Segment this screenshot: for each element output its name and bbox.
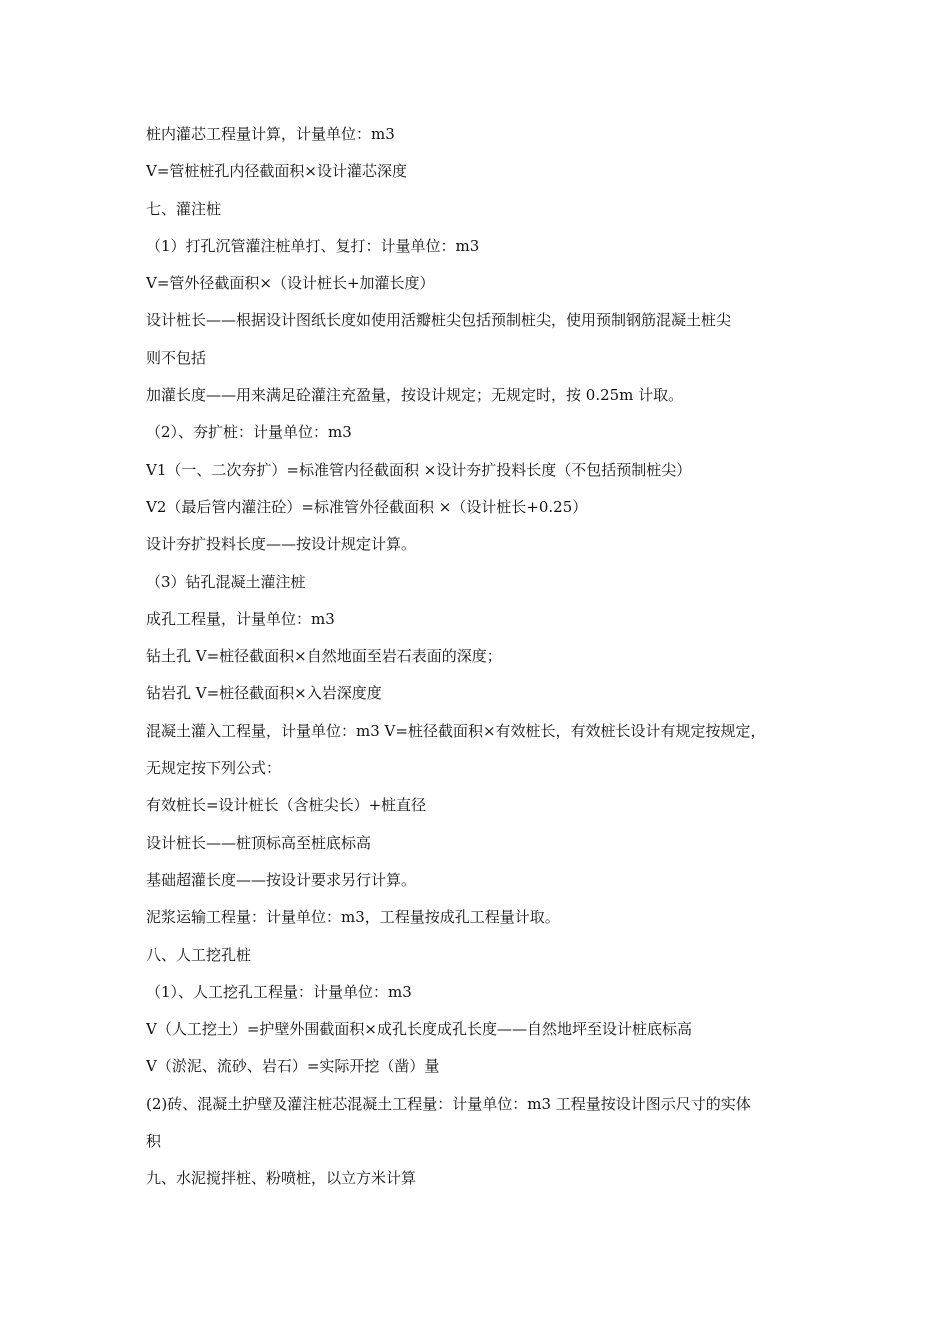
text-line-5: V=管外径截面积×（设计桩长+加灌长度） xyxy=(146,274,435,293)
text-line-20: 设计桩长——桩顶标高至桩底标高 xyxy=(146,833,372,852)
text-line-1: 桩内灌芯工程量计算，计量单位：m3 xyxy=(146,125,395,143)
text-line-27: (2)砖、混凝土护壁及灌注桩芯混凝土工程量：计量单位：m3 工程量按设计图示尺寸的实体 xyxy=(146,1094,751,1113)
text-line-7: 则不包括 xyxy=(146,348,207,367)
text-line-12: 设计夯扩投料长度——按设计规定计算。 xyxy=(146,535,417,554)
text-line-19: 有效桩长=设计桩长（含桩尖长）+桩直径 xyxy=(146,796,427,815)
text-line-22: 泥浆运输工程量：计量单位：m3，工程量按成孔工程量计取。 xyxy=(146,908,560,927)
text-line-24: （1）、人工挖孔工程量：计量单位：m3 xyxy=(146,982,412,1001)
text-line-15: 钻土孔 V=桩径截面积×自然地面至岩石表面的深度； xyxy=(146,647,502,666)
text-line-16: 钻岩孔 V=桩径截面积×入岩深度度 xyxy=(146,684,382,703)
text-line-17: 混凝土灌入工程量，计量单位：m3 V=桩径截面积×有效桩长，有效桩长设计有规定按规定， xyxy=(146,721,766,740)
text-line-11: V2（最后管内灌注砼）=标准管外径截面积 ×（设计桩长+0.25） xyxy=(146,497,588,516)
text-line-6: 设计桩长——根据设计图纸长度如使用活瓣桩尖包括预制桩尖，使用预制钢筋混凝土桩尖 xyxy=(146,311,732,330)
text-line-18: 无规定按下列公式： xyxy=(146,759,282,778)
text-line-26: V（淤泥、流砂、岩石）=实际开挖（凿）量 xyxy=(146,1057,440,1076)
section-heading-9: 九、水泥搅拌桩、粉喷桩，以立方米计算 xyxy=(146,1169,417,1188)
section-heading-8: 八、人工挖孔桩 xyxy=(146,945,252,964)
text-line-21: 基础超灌长度——按设计要求另行计算。 xyxy=(146,870,417,889)
text-line-25: V（人工挖土）=护壁外围截面积×成孔长度成孔长度——自然地坪至设计桩底标高 xyxy=(146,1020,692,1039)
text-line-14: 成孔工程量，计量单位：m3 xyxy=(146,609,335,628)
text-line-8: 加灌长度——用来满足砼灌注充盈量，按设计规定；无规定时，按 0.25m 计取。 xyxy=(146,386,684,405)
text-line-9: （2）、夯扩桩：计量单位：m3 xyxy=(146,423,352,442)
document-body xyxy=(146,122,810,1204)
text-line-4: （1）打孔沉管灌注桩单打、复打：计量单位：m3 xyxy=(146,236,480,255)
text-line-13: （3）钻孔混凝土灌注桩 xyxy=(146,572,306,591)
text-line-28: 积 xyxy=(146,1132,162,1151)
text-line-10: V1（一、二次夯扩）=标准管内径截面积 ×设计夯扩投料长度（不包括预制桩尖） xyxy=(146,460,692,479)
section-heading-7: 七、灌注桩 xyxy=(146,199,222,218)
text-line-2: V=管桩桩孔内径截面积×设计灌芯深度 xyxy=(146,162,407,181)
